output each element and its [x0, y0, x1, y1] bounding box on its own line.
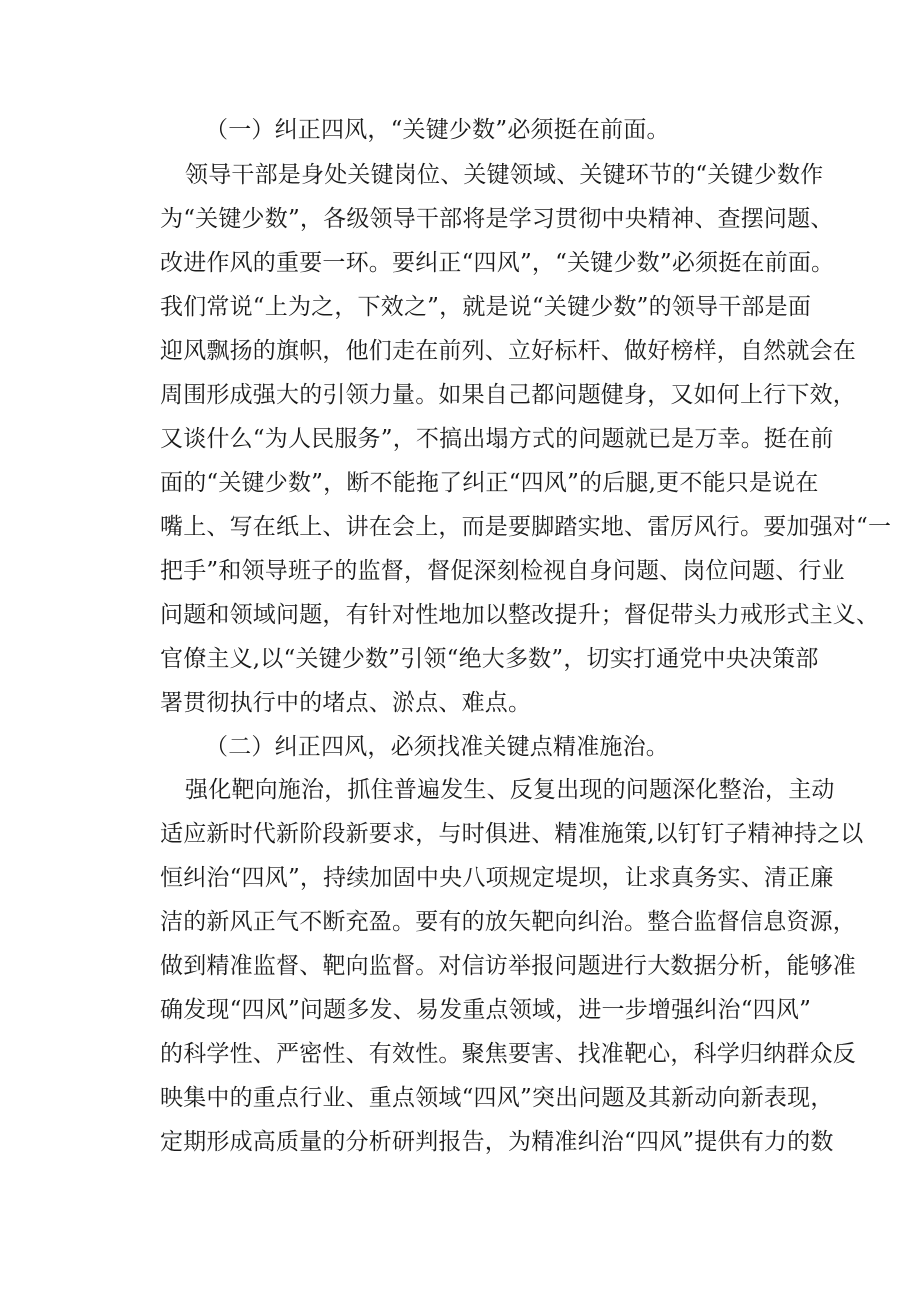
paragraph-line: 为“关键少数”，各级领导干部将是学习贯彻中央精神、查摆问题、 — [160, 206, 834, 232]
paragraph-line: 迎风飘扬的旗帜，他们走在前列、立好标杆、做好榜样，自然就会在 — [160, 338, 856, 364]
paragraph-line: 问题和领域问题，有针对性地加以整改提升；督促带头力戒形式主义、 — [160, 602, 880, 628]
paragraph-line: 的科学性、严密性、有效性。聚焦要害、找准靶心，科学归纳群众反 — [160, 1041, 856, 1067]
paragraph-line: 恒纠治“四风”，持续加固中央八项规定堤坝，让求真务实、清正廉 — [160, 865, 834, 891]
paragraph-line: 改进作风的重要一环。要纠正“四风”，“关键少数”必须挺在前面。 — [160, 250, 835, 276]
paragraph-line: 周围形成强大的引领力量。如果自己都问题健身，又如何上行下效， — [160, 382, 856, 408]
paragraph-line: 官僚主义,以“关键少数”引领“绝大多数”，切实打通党中央决策部 — [160, 646, 819, 672]
paragraph-line: 署贯彻执行中的堵点、淤点、难点。 — [160, 690, 532, 716]
section-heading-2: （二）纠正四风，必须找准关键点精准施治。 — [205, 734, 669, 760]
paragraph-line: 领导干部是身处关键岗位、关键领域、关键环节的“关键少数作 — [185, 162, 824, 188]
paragraph-line: 嘴上、写在纸上、讲在会上，而是要脚踏实地、雷厉风行。要加强对“一 — [160, 514, 892, 540]
paragraph-line: 面的“关键少数”，断不能拖了纠正“四风”的后腿,更不能只是说在 — [160, 470, 819, 496]
paragraph-line: 映集中的重点行业、重点领域“四风”突出问题及其新动向新表现， — [160, 1085, 834, 1111]
paragraph-line: 做到精准监督、靶向监督。对信访举报问题进行大数据分析，能够准 — [160, 953, 856, 979]
paragraph-line: 定期形成高质量的分析研判报告，为精准纠治“四风”提供有力的数 — [160, 1129, 834, 1155]
paragraph-line: 把手”和领导班子的监督，督促深刻检视自身问题、岗位问题、行业 — [160, 558, 845, 584]
paragraph-line: 洁的新风正气不断充盈。要有的放矢靶向纠治。整合监督信息资源， — [160, 909, 856, 935]
paragraph-line: 确发现“四风”问题多发、易发重点领域，进一步增强纠治“四风” — [160, 997, 812, 1023]
paragraph-line: 适应新时代新阶段新要求，与时俱进、精准施策,以钉钉子精神持之以 — [160, 821, 864, 847]
paragraph-line: 强化靶向施治，抓住普遍发生、反复出现的问题深化整治，主动 — [185, 777, 835, 803]
paragraph-line: 我们常说“上为之，下效之”，就是说“关键少数”的领导干部是面 — [160, 294, 812, 320]
paragraph-line: 又谈什么“为人民服务”，不搞出塌方式的问题就已是万幸。挺在前 — [160, 426, 834, 452]
section-heading-1: （一）纠正四风，“关键少数”必须挺在前面。 — [205, 117, 670, 143]
